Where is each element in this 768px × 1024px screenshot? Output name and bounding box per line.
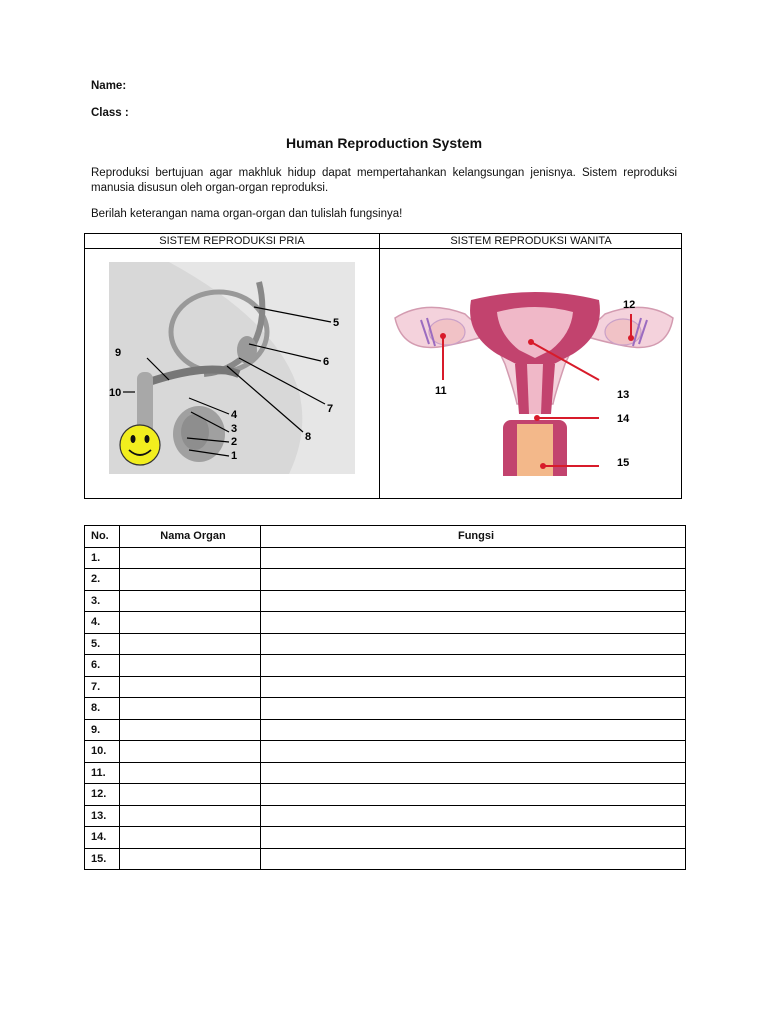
vagina-canal-shape <box>517 424 553 476</box>
function-cell[interactable] <box>261 719 686 741</box>
table-row <box>85 676 686 698</box>
function-cell[interactable] <box>261 698 686 720</box>
function-cell[interactable] <box>261 784 686 806</box>
organ-name-cell[interactable] <box>120 762 261 784</box>
male-label-8: 8 <box>305 431 312 443</box>
instruction-text: Berilah keterangan nama organ-organ dan tulislah fungsinya! <box>91 208 403 220</box>
table-row <box>85 569 686 591</box>
function-cell[interactable] <box>261 827 686 849</box>
smiley-eye <box>131 435 136 443</box>
column-header-no: No. <box>85 526 120 548</box>
organ-name-cell[interactable] <box>120 633 261 655</box>
label-dot <box>440 333 446 339</box>
row-number: 8. <box>85 698 120 720</box>
label-dot <box>628 335 634 341</box>
table-row <box>85 719 686 741</box>
organ-name-cell[interactable] <box>120 569 261 591</box>
function-cell[interactable] <box>261 741 686 763</box>
row-number: 15. <box>85 848 120 870</box>
male-label-9: 9 <box>115 347 122 359</box>
row-number: 12. <box>85 784 120 806</box>
organ-name-cell[interactable] <box>120 827 261 849</box>
divider <box>379 234 380 498</box>
label-dot <box>540 463 546 469</box>
function-cell[interactable] <box>261 676 686 698</box>
organ-name-cell[interactable] <box>120 655 261 677</box>
organ-name-cell[interactable] <box>120 590 261 612</box>
smiley-face-icon <box>120 425 160 465</box>
female-reproductive-diagram <box>385 254 681 476</box>
male-label-1: 1 <box>231 450 238 462</box>
row-number: 1. <box>85 547 120 569</box>
page-title: Human Reproduction System <box>285 135 483 151</box>
label-dot <box>534 415 540 421</box>
organ-name-cell[interactable] <box>120 676 261 698</box>
table-row <box>85 547 686 569</box>
divider <box>85 248 681 249</box>
table-row <box>85 633 686 655</box>
gland-shape <box>237 336 257 364</box>
table-row <box>85 590 686 612</box>
row-number: 11. <box>85 762 120 784</box>
row-number: 13. <box>85 805 120 827</box>
organ-name-cell[interactable] <box>120 698 261 720</box>
table-row <box>85 762 686 784</box>
row-number: 14. <box>85 827 120 849</box>
organ-name-cell[interactable] <box>120 547 261 569</box>
row-number: 3. <box>85 590 120 612</box>
organ-name-cell[interactable] <box>120 612 261 634</box>
cervix-canal-shape <box>527 364 543 414</box>
function-cell[interactable] <box>261 633 686 655</box>
function-cell[interactable] <box>261 590 686 612</box>
table-row <box>85 741 686 763</box>
label-dot <box>528 339 534 345</box>
male-system-heading: SISTEM REPRODUKSI PRIA <box>159 235 305 247</box>
ovary-shape <box>605 319 641 345</box>
table-row <box>85 805 686 827</box>
table-row <box>85 612 686 634</box>
organ-name-cell[interactable] <box>120 784 261 806</box>
organ-name-cell[interactable] <box>120 719 261 741</box>
table-row <box>85 848 686 870</box>
female-label-11: 11 <box>435 385 447 397</box>
male-label-3: 3 <box>231 423 238 435</box>
male-label-2: 2 <box>231 436 238 448</box>
diagram-table <box>84 233 682 499</box>
column-header-organ: Nama Organ <box>120 526 261 548</box>
function-cell[interactable] <box>261 655 686 677</box>
female-label-13: 13 <box>617 389 630 401</box>
male-label-5: 5 <box>333 317 340 329</box>
organ-name-cell[interactable] <box>120 848 261 870</box>
table-row <box>85 698 686 720</box>
column-header-function: Fungsi <box>261 526 686 548</box>
function-cell[interactable] <box>261 762 686 784</box>
female-system-heading: SISTEM REPRODUKSI WANITA <box>450 235 612 247</box>
function-cell[interactable] <box>261 547 686 569</box>
table-row <box>85 784 686 806</box>
organ-name-cell[interactable] <box>120 741 261 763</box>
female-label-14: 14 <box>617 413 630 425</box>
smiley-face <box>120 425 160 465</box>
table-header-row <box>85 526 686 548</box>
name-label: Name: <box>91 80 127 92</box>
male-label-10: 10 <box>109 387 122 399</box>
male-label-4: 4 <box>231 409 238 421</box>
function-cell[interactable] <box>261 612 686 634</box>
answer-table <box>84 525 686 870</box>
function-cell[interactable] <box>261 848 686 870</box>
table-row <box>85 827 686 849</box>
table-row <box>85 655 686 677</box>
intro-paragraph: Reproduksi bertujuan agar makhluk hidup dapat mempertahankan kelangsungan jenisnya. Sistem reproduksi manusia disusun oleh organ-organ reproduksi. <box>91 167 677 194</box>
row-number: 2. <box>85 569 120 591</box>
female-label-15: 15 <box>617 457 630 469</box>
row-number: 6. <box>85 655 120 677</box>
female-label-12: 12 <box>623 299 636 311</box>
smiley-eye <box>145 435 150 443</box>
male-label-7: 7 <box>327 403 334 415</box>
row-number: 5. <box>85 633 120 655</box>
organ-name-cell[interactable] <box>120 805 261 827</box>
male-reproductive-diagram <box>109 262 355 474</box>
function-cell[interactable] <box>261 805 686 827</box>
row-number: 7. <box>85 676 120 698</box>
row-number: 4. <box>85 612 120 634</box>
male-label-6: 6 <box>323 356 330 368</box>
row-number: 10. <box>85 741 120 763</box>
class-label: Class : <box>91 107 129 119</box>
function-cell[interactable] <box>261 569 686 591</box>
row-number: 9. <box>85 719 120 741</box>
